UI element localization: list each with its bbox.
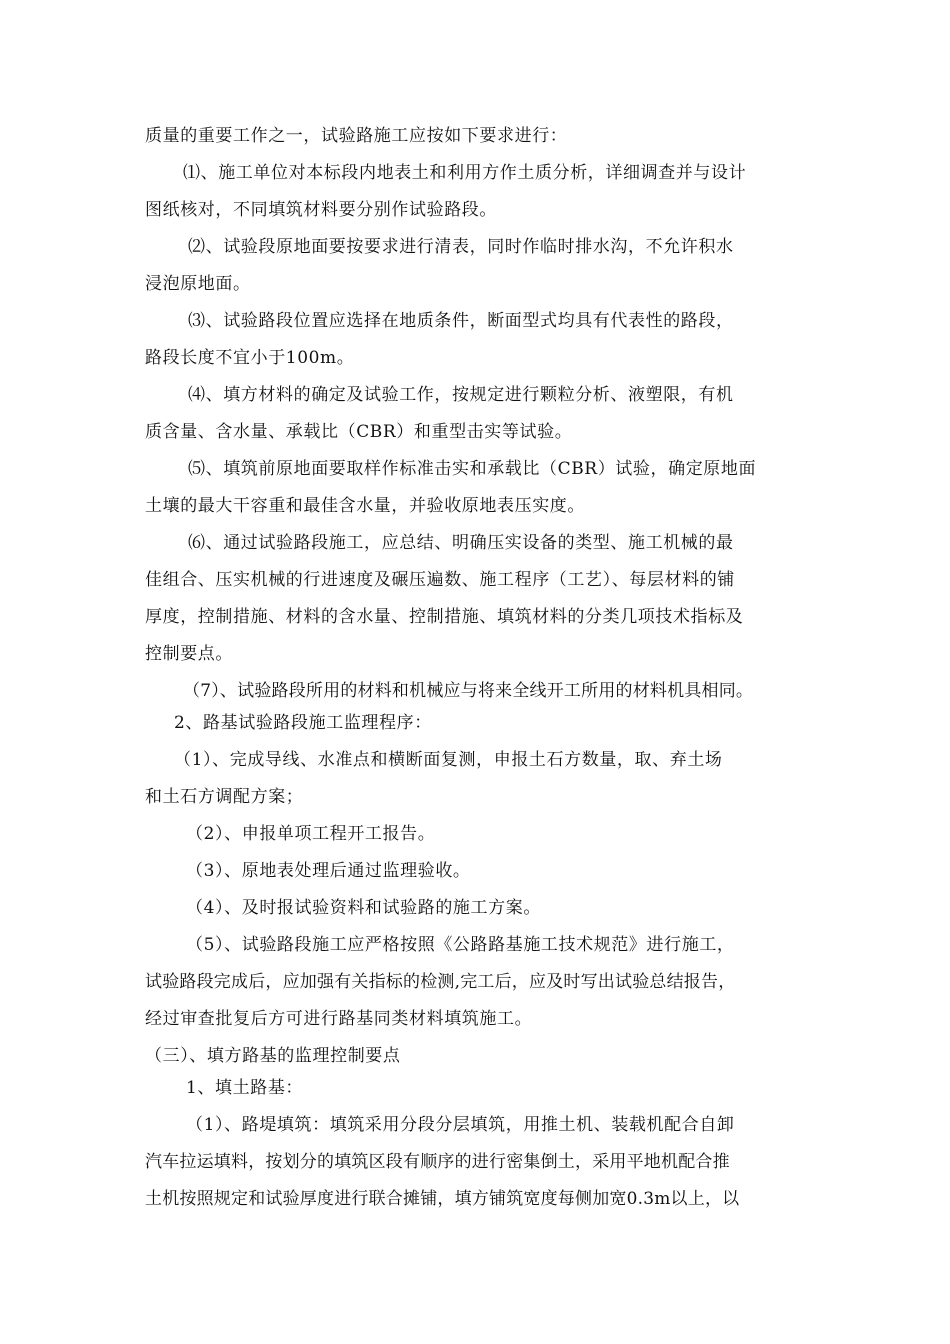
- text-line: （1）、完成导线、水准点和横断面复测，申报土石方数量，取、弃土场: [174, 750, 723, 770]
- text-line: 质含量、含水量、承载比（CBR）和重型击实等试验。: [145, 422, 573, 442]
- text-line: （1）、路堤填筑：填筑采用分段分层填筑，用推土机、装载机配合自卸: [186, 1115, 735, 1135]
- text-line: ⑹、通过试验路段施工，应总结、明确压实设备的类型、施工机械的最: [188, 533, 734, 553]
- text-line: 经过审查批复后方可进行路基同类材料填筑施工。: [145, 1009, 533, 1029]
- text-line: ⑴、施工单位对本标段内地表土和利用方作土质分析，详细调查并与设计: [183, 163, 747, 183]
- text-line: ⑷、填方材料的确定及试验工作，按规定进行颗粒分析、液塑限，有机: [188, 385, 734, 405]
- text-line: 路段长度不宜小于100m。: [145, 348, 355, 368]
- text-line: 2、路基试验路段施工监理程序：: [174, 713, 432, 733]
- text-line: 控制要点。: [145, 644, 233, 664]
- text-line: （5）、试验路段施工应严格按照《公路路基施工技术规范》进行施工，: [186, 935, 735, 955]
- text-line: 和土石方调配方案；: [145, 787, 304, 807]
- text-line: 图纸核对，不同填筑材料要分别作试验路段。: [145, 200, 497, 220]
- text-line: 1、填土路基：: [186, 1078, 304, 1098]
- text-line: （2）、申报单项工程开工报告。: [186, 824, 436, 844]
- text-line: 土壤的最大干容重和最佳含水量，并验收原地表压实度。: [145, 496, 585, 516]
- text-line: 佳组合、压实机械的行进速度及碾压遍数、施工程序（工艺）、每层材料的铺: [145, 570, 735, 590]
- text-line: 质量的重要工作之一，试验路施工应按如下要求进行：: [145, 126, 568, 146]
- text-line: （4）、及时报试验资料和试验路的施工方案。: [186, 898, 541, 918]
- text-line: 汽车拉运填料，按划分的填筑区段有顺序的进行密集倒土，采用平地机配合推: [145, 1152, 730, 1172]
- text-line: 浸泡原地面。: [145, 274, 251, 294]
- text-line: （7）、试验路段所用的材料和机械应与将来全线开工所用的材料机具相同。: [183, 681, 754, 701]
- text-line: ⑶、试验路段位置应选择在地质条件，断面型式均具有代表性的路段，: [188, 311, 734, 331]
- section-heading: （三）、填方路基的监理控制要点: [145, 1046, 401, 1066]
- text-line: ⑸、填筑前原地面要取样作标准击实和承载比（CBR）试验，确定原地面: [188, 459, 757, 479]
- text-line: （3）、原地表处理后通过监理验收。: [186, 861, 471, 881]
- text-line: 试验路段完成后，应加强有关指标的检测,完工后，应及时写出试验总结报告，: [145, 972, 736, 992]
- text-line: 厚度，控制措施、材料的含水量、控制措施、填筑材料的分类几项技术指标及: [145, 607, 744, 627]
- text-line: ⑵、试验段原地面要按要求进行清表，同时作临时排水沟，不允许积水: [188, 237, 734, 257]
- text-line: 土机按照规定和试验厚度进行联合摊铺，填方铺筑宽度每侧加宽0.3m以上，以: [145, 1189, 740, 1209]
